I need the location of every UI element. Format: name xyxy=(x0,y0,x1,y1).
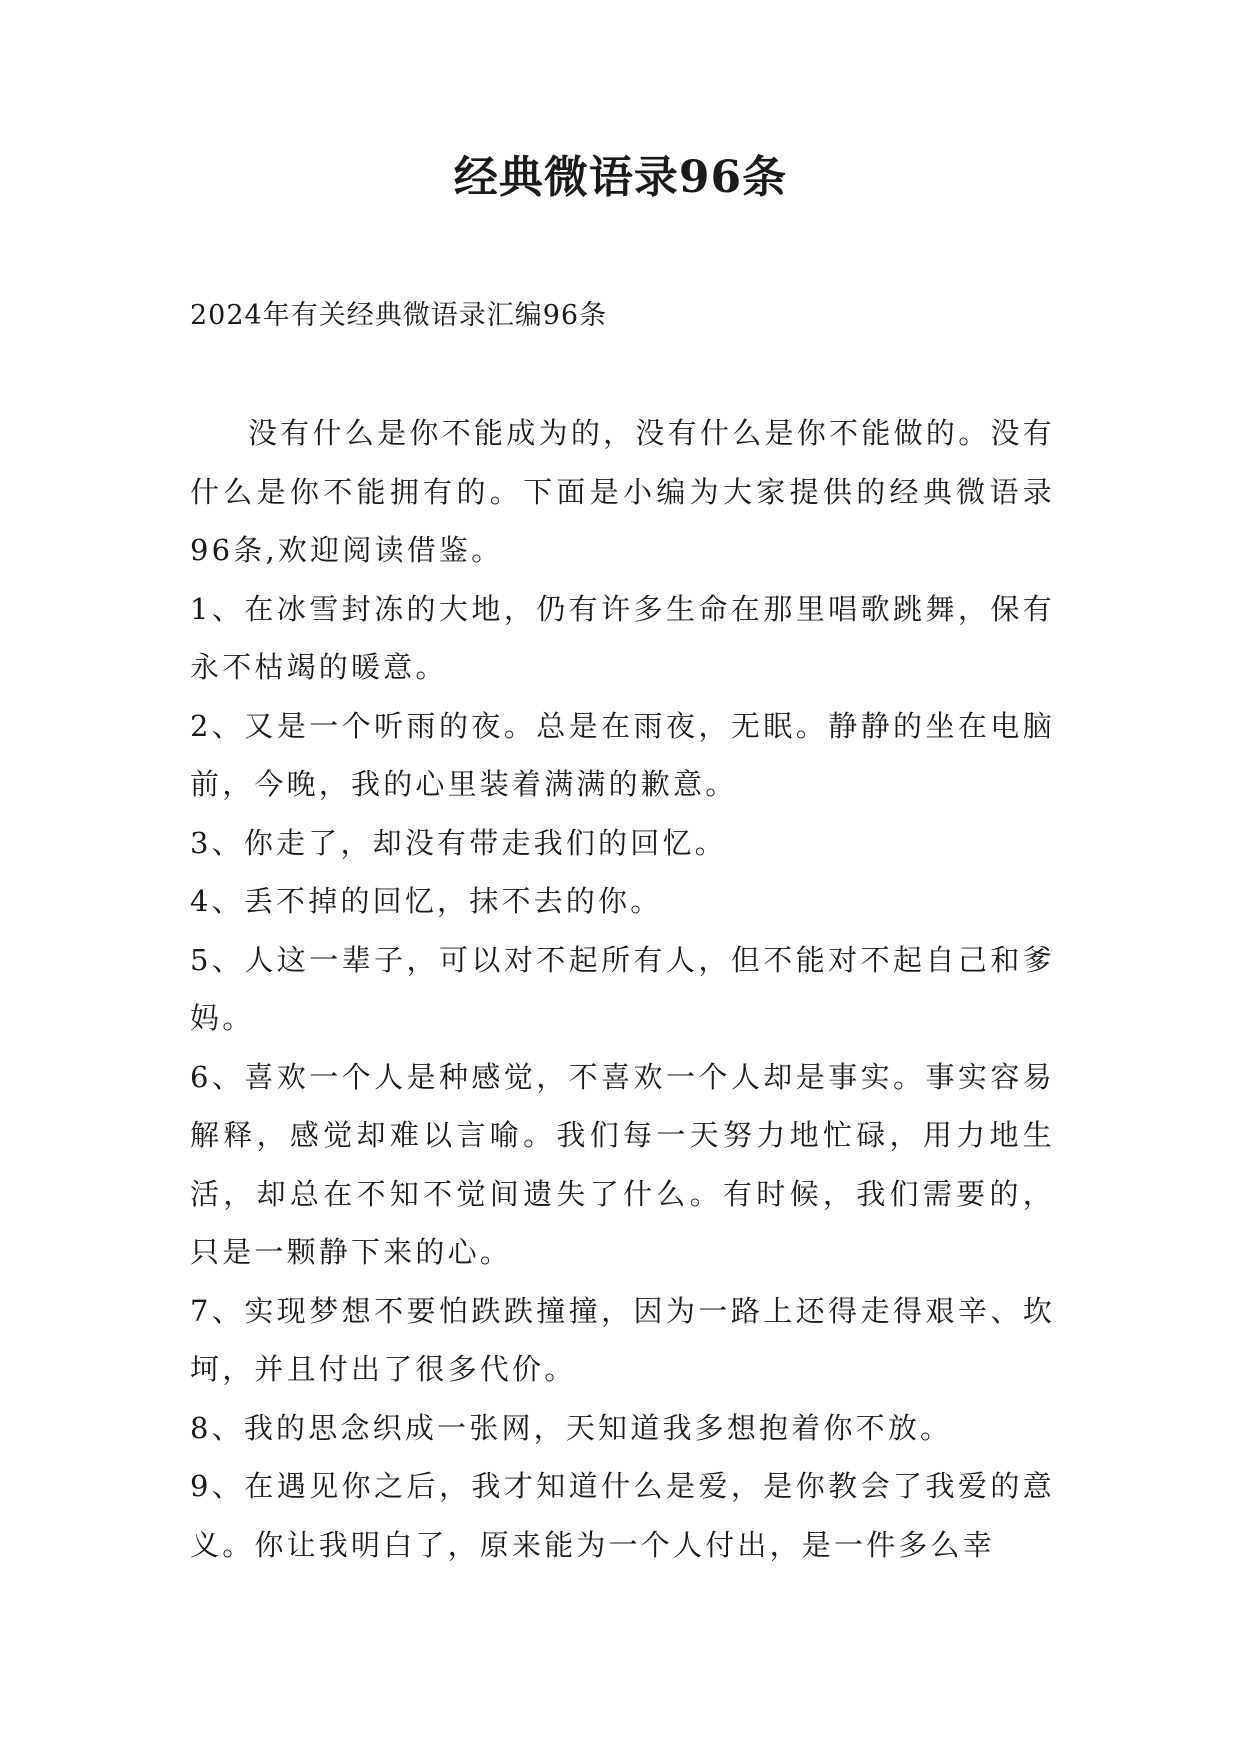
list-item: 7、实现梦想不要怕跌跌撞撞，因为一路上还得走得艰辛、坎坷，并且付出了很多代价。 xyxy=(190,1293,1055,1386)
list-item: 6、喜欢一个人是种感觉，不喜欢一个人却是事实。事实容易解释，感觉却难以言喻。我们每一天努力地忙碌，用力地生活，却总在不知不觉间遗失了什么。有时候，我们需要的，只是一颗静下来的心。 xyxy=(190,1059,1055,1269)
intro-paragraph: 没有什么是你不能成为的，没有什么是你不能做的。没有什么是你不能拥有的。下面是小编为大家提供的经典微语录96条,欢迎阅读借鉴。 xyxy=(190,416,1055,567)
list-item: 5、人这一辈子，可以对不起所有人，但不能对不起自己和爹妈。 xyxy=(190,942,1055,1035)
list-item: 9、在遇见你之后，我才知道什么是爱，是你教会了我爱的意义。你让我明白了，原来能为一个人付出，是一件多么幸 xyxy=(190,1469,1055,1562)
list-item: 4、丢不掉的回忆，抹不去的你。 xyxy=(190,884,663,918)
document-body xyxy=(190,404,1055,1574)
list-item: 2、又是一个听雨的夜。总是在雨夜，无眠。静静的坐在电脑前，今晚，我的心里装着满满的歉意。 xyxy=(190,708,1055,801)
document-title: 经典微语录96条 xyxy=(453,152,788,203)
list-item: 1、在冰雪封冻的大地，仍有许多生命在那里唱歌跳舞，保有永不枯竭的暖意。 xyxy=(190,591,1055,684)
list-item: 3、你走了，却没有带走我们的回忆。 xyxy=(190,825,727,860)
document-subtitle: 2024年有关经典微语录汇编96条 xyxy=(190,300,608,331)
list-item: 8、我的思念织成一张网，天知道我多想抱着你不放。 xyxy=(190,1410,953,1445)
